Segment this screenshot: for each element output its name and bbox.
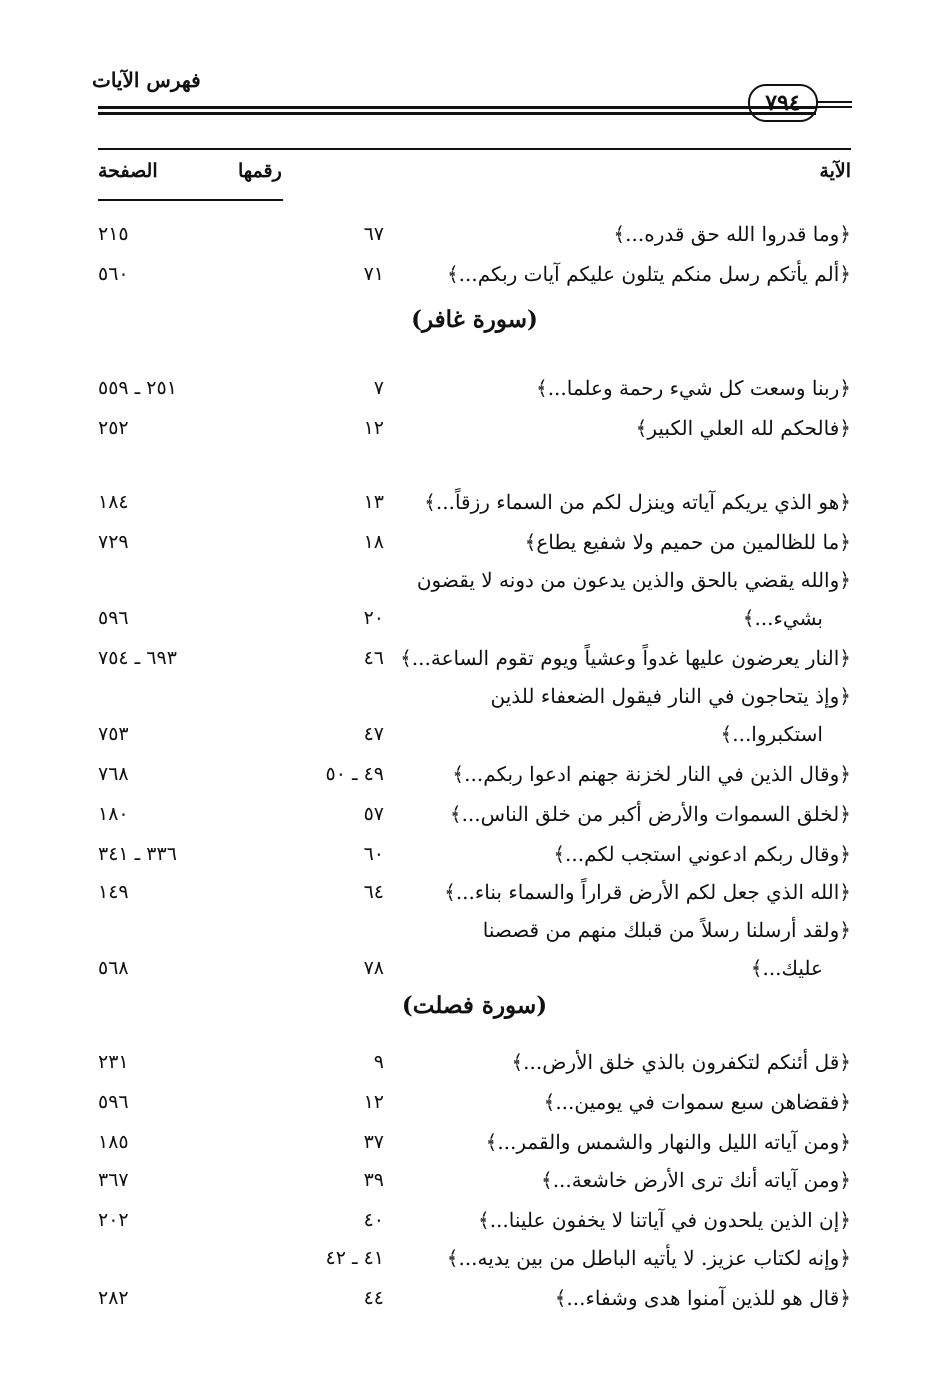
page-reference: ٢٥٢ [98,417,129,439]
table-row [98,836,851,872]
verse-number: ٤٠ [363,1209,384,1231]
table-row [98,600,851,636]
page-reference: ١٤٩ [98,881,129,903]
page-reference: ٥٦٨ [98,957,129,979]
page-reference: ٢١٥ [98,223,129,245]
verse-text: ﴿قال هو للذين آمنوا هدى وشفاء...﴾ [554,1286,851,1310]
table-row [98,1202,851,1238]
table-row [98,912,851,948]
verse-text: ﴿النار يعرضون عليها غدواً وعشياً ويوم تقوم الساعة...﴾ [400,646,851,670]
verse-number: ٤٧ [363,723,384,745]
table-row [98,562,851,598]
table-row [98,1124,851,1160]
header-rule [98,112,816,115]
verse-text: ﴿ومن آياته أنك ترى الأرض خاشعة...﴾ [540,1168,851,1192]
table-row [98,796,851,832]
table-row [98,1084,851,1120]
verse-text: ﴿وإذ يتحاجون في النار فيقول الضعفاء للذين [490,684,851,708]
table-row [98,256,851,292]
verse-number: ٧١ [363,263,384,285]
verse-number: ٤٤ [363,1287,384,1309]
verse-text: ﴿والله يقضي بالحق والذين يدعون من دونه لا يقضون [416,568,851,592]
verse-number: ٥٧ [363,803,384,825]
page-reference: ٥٩٦ [98,1091,129,1113]
verse-text: ﴿وقال ربكم ادعوني استجب لكم...﴾ [553,842,851,866]
verse-number: ٤٩ ـ ٥٠ [325,763,384,785]
table-top-rule [98,148,851,150]
table-row [98,1280,851,1316]
verse-text: ﴿ومن آياته الليل والنهار والشمس والقمر...﴾ [485,1130,851,1154]
page-reference: ١٨٥ [98,1131,129,1153]
verse-number: ٣٧ [363,1131,384,1153]
verse-text: ﴿فقضاهن سبع سموات في يومين...﴾ [543,1090,851,1114]
verse-number: ٤١ ـ ٤٢ [325,1247,384,1269]
verse-number: ١٢ [363,417,384,439]
verse-text: بشيء...﴾ [742,606,823,630]
verse-text: ﴿فالحكم لله العلي الكبير﴾ [635,416,851,440]
page-reference: ٧٦٨ [98,763,129,785]
table-row [98,716,851,752]
page-number: ٧٩٤ [748,84,818,122]
sura-heading: (سورة فصلت) [401,992,548,1019]
column-header-number: رقمها [238,160,282,182]
page-reference: ٣٦٧ [98,1169,129,1191]
sura-heading: (سورة غافر) [411,306,538,333]
page-reference: ٢٨٢ [98,1287,129,1309]
verse-number: ٦٤ [363,881,384,903]
page-reference: ٢٣١ [98,1051,129,1073]
table-row [98,950,851,986]
verse-number: ١٨ [363,531,384,553]
header-rule [98,106,816,109]
table-row [98,1044,851,1080]
verse-text: ﴿ألم يأتكم رسل منكم يتلون عليكم آيات ربكم...﴾ [446,262,851,286]
running-title: فهرس الآيات [92,68,201,92]
page-reference: ٣٣٦ ـ ٣٤١ [98,843,177,865]
page-reference: ١٨٤ [98,491,129,513]
table-row [98,484,851,520]
column-header-verse: الآية [819,160,851,182]
verse-text: ﴿ما للظالمين من حميم ولا شفيع يطاع﴾ [524,530,851,554]
verse-number: ٦٠ [363,843,384,865]
page-reference: ٥٦٠ [98,263,129,285]
header-rule [816,101,852,103]
verse-number: ٩ [373,1051,384,1073]
verse-number: ١٣ [363,491,384,513]
verse-number: ٤٦ [363,647,384,669]
table-row [98,1162,851,1198]
page-reference: ٢٥١ ـ ٥٥٩ [98,377,177,399]
header-rule [816,106,852,108]
verse-text: ﴿لخلق السموات والأرض أكبر من خلق الناس...﴾ [449,802,851,826]
verse-number: ٣٩ [363,1169,384,1191]
verse-text: عليك...﴾ [750,956,823,980]
verse-text: ﴿الله الذي جعل لكم الأرض قراراً والسماء بناء...﴾ [444,880,851,904]
table-header-rule [98,199,283,201]
page-reference: ٦٩٣ ـ ٧٥٤ [98,647,177,669]
verse-text: ﴿قل أئنكم لتكفرون بالذي خلق الأرض...﴾ [511,1050,851,1074]
verse-text: ﴿وإنه لكتاب عزيز. لا يأتيه الباطل من بين يديه...﴾ [446,1246,851,1270]
verse-text: ﴿إن الذين يلحدون في آياتنا لا يخفون علينا...﴾ [477,1208,851,1232]
page-reference: ٢٠٢ [98,1209,129,1231]
table-row [98,874,851,910]
page-reference: ١٨٠ [98,803,129,825]
page-reference: ٥٩٦ [98,607,129,629]
page-reference: ٧٢٩ [98,531,129,553]
verse-text: ﴿ولقد أرسلنا رسلاً من قبلك منهم من قصصنا [482,918,851,942]
verse-text: ﴿ربنا وسعت كل شيء رحمة وعلما...﴾ [535,376,851,400]
verse-number: ٦٧ [363,223,384,245]
verse-number: ٢٠ [363,607,384,629]
verse-text: استكبروا...﴾ [720,722,823,746]
table-row [98,370,851,406]
table-row [98,410,851,446]
table-row [98,640,851,676]
table-row [98,756,851,792]
table-row [98,524,851,560]
verse-text: ﴿وقال الذين في النار لخزنة جهنم ادعوا ربكم...﴾ [452,762,851,786]
verse-number: ١٢ [363,1091,384,1113]
table-row [98,216,851,252]
column-header-page: الصفحة [98,160,158,182]
verse-text: ﴿هو الذي يريكم آياته وينزل لكم من السماء رزقاً...﴾ [424,490,851,514]
table-row [98,1240,851,1276]
verse-text: ﴿وما قدروا الله حق قدره...﴾ [613,222,851,246]
verse-number: ٧ [373,377,384,399]
page-reference: ٧٥٣ [98,723,129,745]
verse-number: ٧٨ [363,957,384,979]
table-row [98,678,851,714]
